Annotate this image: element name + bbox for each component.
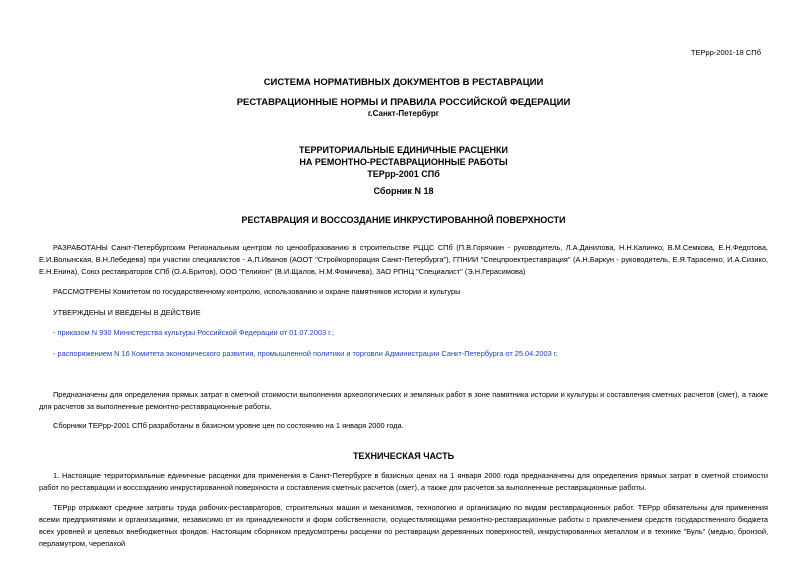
approved-paragraph: УТВЕРЖДЕНЫ И ВВЕДЕНЫ В ДЕЙСТВИЕ: [53, 308, 201, 317]
document-code: ТЕРрр-2001 СПб: [367, 169, 440, 179]
city-title: г.Санкт-Петербург: [367, 109, 440, 118]
point-1-paragraph: 1. Настоящие территориальные единичные расценки для применения в Санкт-Петербурге в базисных ценах на 1 января 2000 года предназначены для определения прямых затрат в сметной стоимости работ по реставрации и воссозданию инкрустированной поверхности и составления сметных расчетов (смет), а также для расчетов за выполненные реставрационные работы.: [39, 471, 768, 492]
system-title: СИСТЕМА НОРМАТИВНЫХ ДОКУМЕНТОВ В РЕСТАВРАЦИИ: [263, 77, 544, 88]
document-reference: ТЕРрр-2001-18 СПб: [690, 48, 761, 57]
order-link-930[interactable]: - приказом N 930 Министерства культуры Российской Федерации от 01.07.2003 г.;: [53, 328, 335, 337]
point-2-paragraph: ТЕРрр отражают средние затраты труда рабочих-реставраторов, строительных машин и механизмов, технологию и организацию по видам реставрационных работ. ТЕРрр обязательны для применения всеми предприятиями и организациями, независимо от их принадлежности и форм собственности, осуществляющими ремонтно-реставрационные работы с привлечением средств государственного бюджета всех уровней и целевых внебюджетных фондов. Настоящим сборником предусмотрены расценки по реставрации деревянных поверхностей, инкрустированных металлом и в технике "Буль" (медью, бронзой, перламутром, черепахой: [39, 503, 768, 548]
base-level-paragraph: Сборники ТЕРрр-2001 СПб разработаны в базисном уровне цен по состоянию на 1 января 2000 года.: [53, 421, 404, 430]
title-line-2: НА РЕМОНТНО-РЕСТАВРАЦИОННЫЕ РАБОТЫ: [299, 157, 508, 167]
purpose-paragraph: Предназначены для определения прямых затрат в сметной стоимости выполнения археологических и земляных работ в зоне памятника истории и культуры и составления сметных расчетов (смет), а также для расчетов за выполненные ремонтно-реставрационные работы.: [39, 390, 768, 411]
order-link-16[interactable]: - распоряжением N 16 Комитета экономического развития, промышленной политики и торговли Администрации Санкт-Петербурга от 25.04.2003 г.: [53, 349, 558, 358]
reviewed-paragraph: РАССМОТРЕНЫ Комитетом по государственному контролю, использованию и охране памятников истории и культуры: [53, 287, 461, 296]
norms-title: РЕСТАВРАЦИОННЫЕ НОРМЫ И ПРАВИЛА РОССИЙСКОЙ ФЕДЕРАЦИИ: [236, 97, 571, 108]
subject-title: РЕСТАВРАЦИЯ И ВОССОЗДАНИЕ ИНКРУСТИРОВАННОЙ ПОВЕРХНОСТИ: [241, 215, 566, 225]
technical-part-heading: ТЕХНИЧЕСКАЯ ЧАСТЬ: [352, 451, 455, 461]
developed-paragraph: РАЗРАБОТАНЫ Санкт-Петербургским Региональным центром по ценообразованию в строительстве РЦЦС СПб (П.В.Горячкин - руководитель, Л.А.Данилова, Н.Н.Калинко, В.М.Семкова, Е.Н.Федотова, Е.И.Волынская, В.Н.Лебедева) при участии специалистов - А.П.Иванов (АООТ "Стройкорпорация Санкт-Петербурга"), ГПНИИ "Спецпроектреставрация" (А.Н.Баркун - руководитель, Е.Я.Тарасенко, И.А.Сизико, Е.Н.Енина), Союз реставраторов СПб (О.А.Бритов), ООО "Гелиион" (В.И.Щалов, Н.М.Фомичева), ЗАО РПНЦ "Специалист" (Э.Н.Герасимова): [39, 243, 768, 276]
title-line-1: ТЕРРИТОРИАЛЬНЫЕ ЕДИНИЧНЫЕ РАСЦЕНКИ: [299, 145, 508, 155]
collection-number: Сборник N 18: [373, 186, 434, 196]
